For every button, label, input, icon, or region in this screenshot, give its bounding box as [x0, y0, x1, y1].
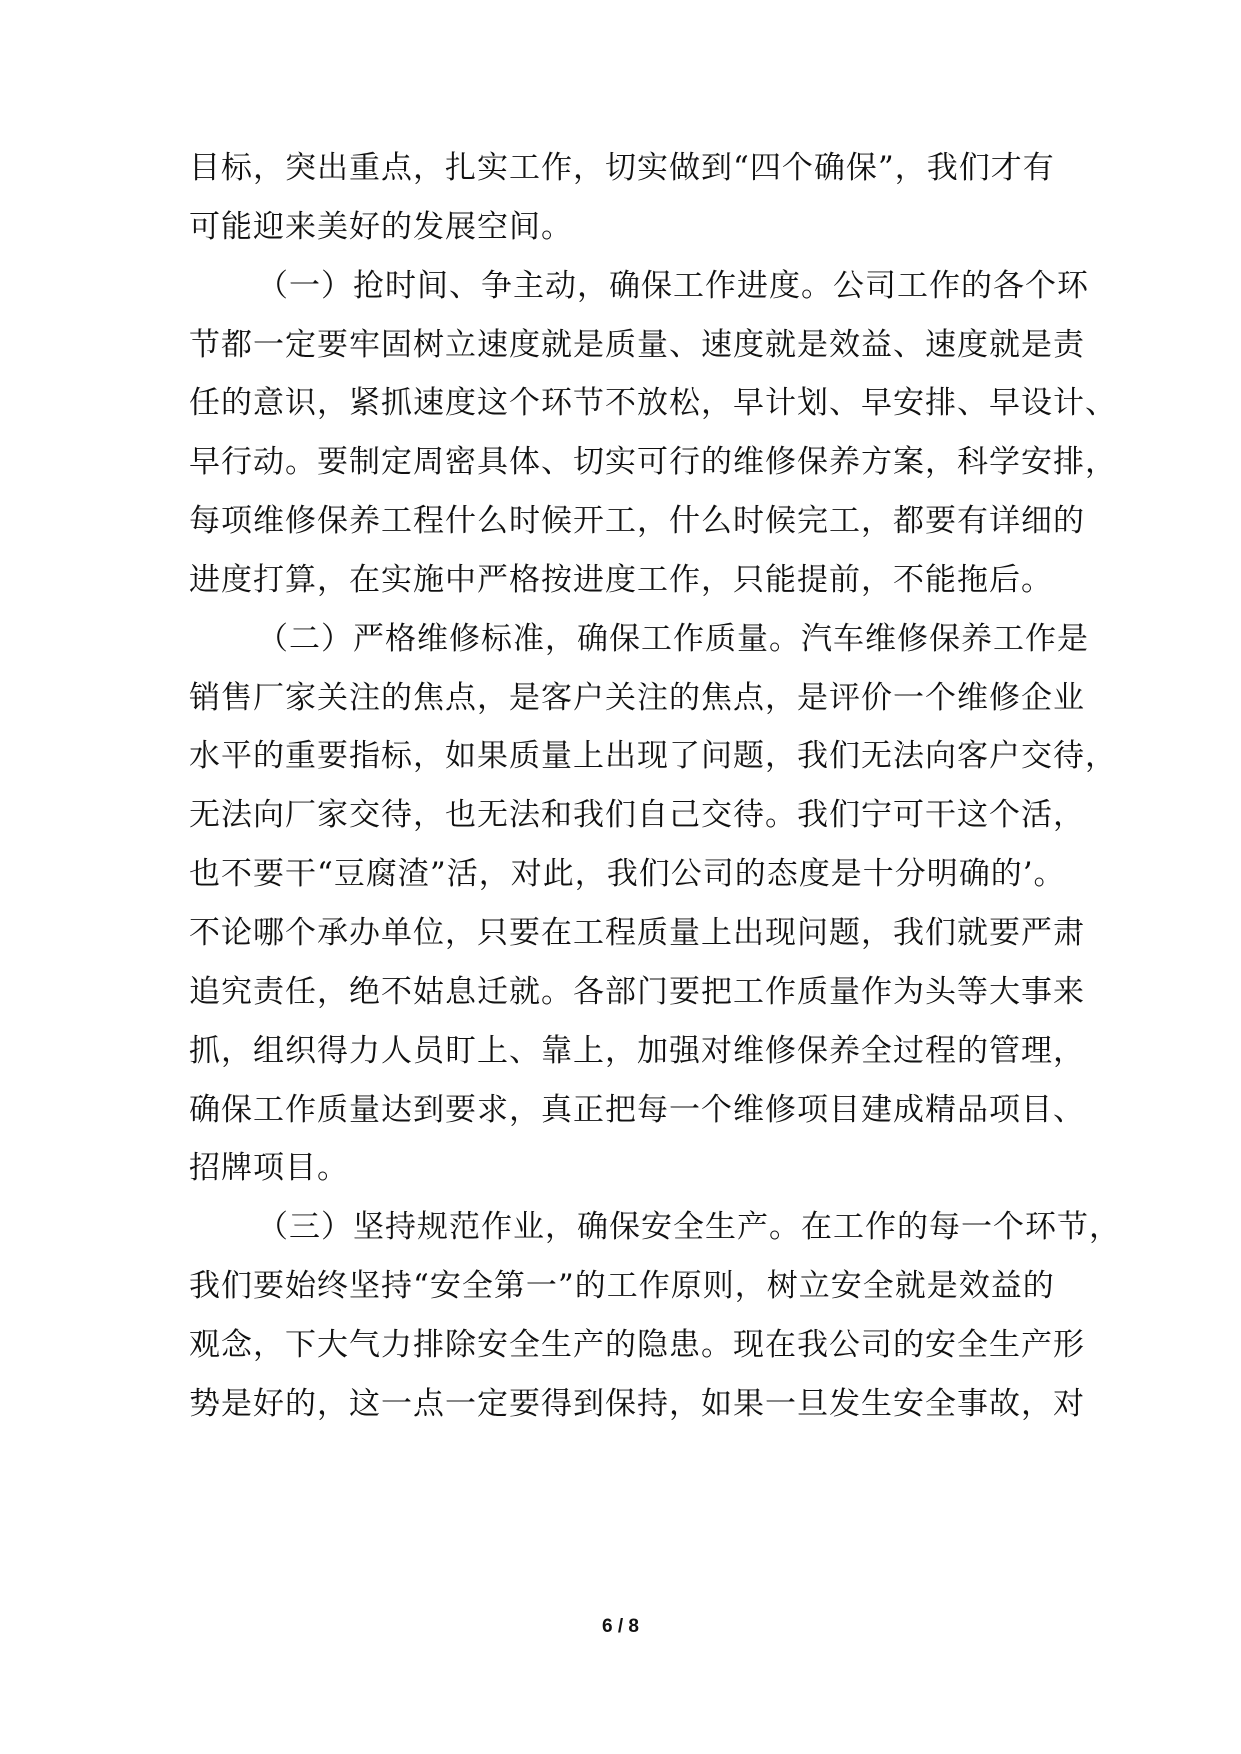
paragraph-start-line: （二）严格维修标准，确保工作质量。汽车维修保养工作是	[257, 621, 1089, 657]
text-line: 销售厂家关注的焦点，是客户关注的焦点，是评价一个维修企业	[189, 680, 1085, 716]
paragraph-start-line: （一）抢时间、争主动，确保工作进度。公司工作的各个环	[257, 268, 1089, 304]
text-line: 招牌项目。	[189, 1150, 349, 1186]
text-line: 追究责任，绝不姑息迁就。各部门要把工作质量作为头等大事来	[189, 974, 1085, 1010]
text-line: 我们要始终坚持“安全第一”的工作原则，树立安全就是效益的	[189, 1268, 1055, 1304]
text-line: 观念，下大气力排除安全生产的隐患。现在我公司的安全生产形	[189, 1327, 1085, 1363]
text-line: 可能迎来美好的发展空间。	[189, 209, 573, 245]
text-line: 每项维修保养工程什么时候开工，什么时候完工，都要有详细的	[189, 503, 1085, 539]
page-number: 6 / 8	[602, 1616, 639, 1637]
text-line: 水平的重要指标，如果质量上出现了问题，我们无法向客户交待，	[189, 738, 1117, 774]
paragraph-start-line: （三）坚持规范作业，确保安全生产。在工作的每一个环节，	[257, 1209, 1121, 1245]
text-line: 进度打算，在实施中严格按进度工作，只能提前，不能拖后。	[189, 562, 1053, 598]
text-line: 目标，突出重点，扎实工作，切实做到“四个确保”，我们才有	[189, 150, 1055, 186]
text-line: 节都一定要牢固树立速度就是质量、速度就是效益、速度就是责	[189, 327, 1085, 363]
text-line: 早行动。要制定周密具体、切实可行的维修保养方案，科学安排，	[189, 444, 1117, 480]
text-line: 势是好的，这一点一定要得到保持，如果一旦发生安全事故，对	[189, 1386, 1085, 1422]
text-line: 确保工作质量达到要求，真正把每一个维修项目建成精品项目、	[189, 1092, 1085, 1128]
text-line: 不论哪个承办单位，只要在工程质量上出现问题，我们就要严肃	[189, 915, 1085, 951]
text-line: 无法向厂家交待，也无法和我们自己交待。我们宁可干这个活，	[189, 797, 1085, 833]
text-line: 抓，组织得力人员盯上、靠上，加强对维修保养全过程的管理，	[189, 1033, 1085, 1069]
text-line: 任的意识，紧抓速度这个环节不放松，早计划、早安排、早设计、	[189, 385, 1117, 421]
text-line: 也不要干“豆腐渣”活，对此，我们公司的态度是十分明确的’。	[189, 856, 1066, 892]
